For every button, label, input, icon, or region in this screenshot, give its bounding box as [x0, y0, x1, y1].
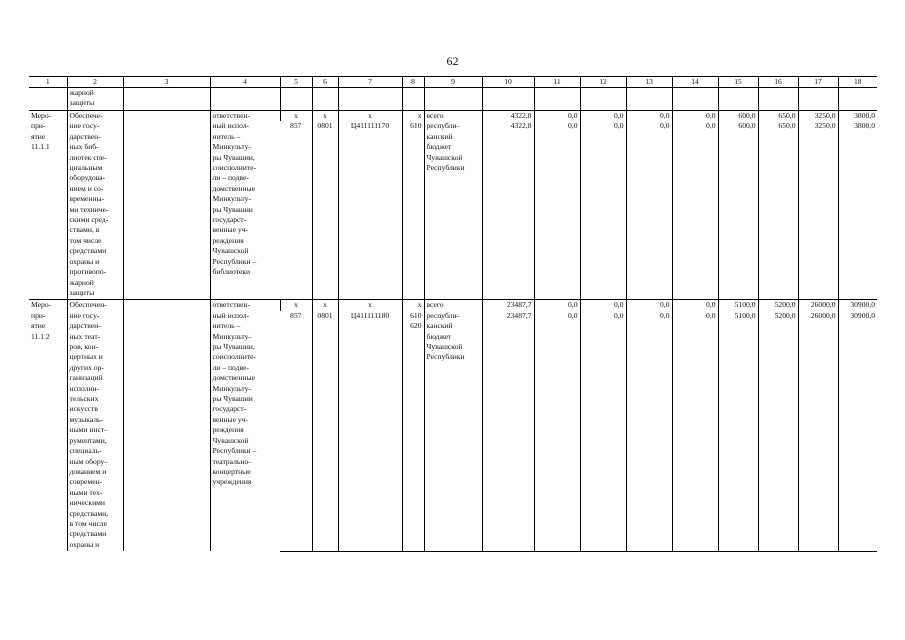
- value-cell: 0,0: [534, 111, 580, 122]
- header-cell: 18: [838, 77, 877, 88]
- value-cell: 5200,0: [758, 300, 798, 311]
- value-cell: 3800,0: [838, 111, 877, 122]
- header-cell: 5: [280, 77, 312, 88]
- measure-description: Обеспечен- ние госу- дарствен- ных теат- ров, кон- цертных и других ор- ганизаций исполни- тельских искусств музыкаль- ными инст- рументами, специаль- ным обору- дованием и современ- ными тех- ническими средствами, в том числе средствами охраны и: [67, 300, 123, 551]
- value-cell: 3800,0: [838, 121, 877, 300]
- value-cell: 0,0: [626, 111, 672, 122]
- value-cell: 5100,0: [718, 300, 758, 311]
- section-code: 0801: [312, 121, 338, 300]
- header-cell: 10: [482, 77, 534, 88]
- target-code: x: [338, 111, 402, 122]
- header-cell: 13: [626, 77, 672, 88]
- value-cell: 0,0: [626, 121, 672, 300]
- expense-type: 610: [402, 121, 424, 300]
- expense-type: x: [402, 111, 424, 122]
- value-cell: 650,0: [758, 111, 798, 122]
- value-cell: 600,0: [718, 111, 758, 122]
- responsible-executor: ответствен- ный испол- нитель – Минкульту- ры Чувашии, соисполните- ли – подве- домственные Минкульту- ры Чувашии государст- венные уч- реждения Чувашской Республики – театрально- концертные учреждения: [210, 300, 280, 551]
- value-cell: 26000,0: [798, 300, 838, 311]
- carry-over-text: жарной защиты: [67, 88, 123, 111]
- grbs-code: 857: [290, 121, 302, 131]
- value-cell: 0,0: [672, 111, 718, 122]
- value-cell: 0,0: [534, 300, 580, 311]
- grbs-code: x: [280, 300, 312, 311]
- header-cell: 17: [798, 77, 838, 88]
- target-code: Ц411111170: [338, 121, 402, 300]
- header-cell: 7: [338, 77, 402, 88]
- value-cell: 0,0: [580, 121, 626, 300]
- value-cell: 600,0: [718, 121, 758, 300]
- grbs-code: x: [280, 111, 312, 122]
- carry-over-row: [29, 88, 877, 111]
- value-cell: 5200,0: [758, 311, 798, 552]
- value-cell: 23487,7: [482, 300, 534, 311]
- value-cell: 0,0: [534, 121, 580, 300]
- value-cell: 23487,7: [482, 311, 534, 552]
- section-code: x: [312, 300, 338, 311]
- header-cell: 9: [424, 77, 482, 88]
- section-code: 0801: [312, 311, 338, 552]
- value-cell: 0,0: [580, 111, 626, 122]
- value-cell: 0,0: [672, 121, 718, 300]
- expense-type: x: [402, 300, 424, 311]
- value-cell: 5100,0: [718, 311, 758, 552]
- header-cell: 2: [67, 77, 123, 88]
- value-cell: 26000,0: [798, 311, 838, 552]
- value-cell: 0,0: [580, 311, 626, 552]
- header-cell: 1: [29, 77, 67, 88]
- target-code: x: [338, 300, 402, 311]
- header-cell: 15: [718, 77, 758, 88]
- responsible-executor: ответствен- ный испол- нитель – Минкульту- ры Чувашии, соисполните- ли – подве- домственные Минкульту- ры Чувашии государст- венные уч- реждения Чувашской Республики – библиотеки: [210, 111, 280, 300]
- measure-id: Меро- при- ятие 11.1.1: [29, 111, 67, 300]
- header-cell: 14: [672, 77, 718, 88]
- section-code: x: [312, 111, 338, 122]
- value-cell: 3250,0: [798, 121, 838, 300]
- funding-source: всего: [424, 300, 482, 311]
- header-cell: 11: [534, 77, 580, 88]
- empty-cell: [123, 111, 210, 300]
- value-cell: 0,0: [672, 311, 718, 552]
- header-cell: 4: [210, 77, 280, 88]
- measure-id: Меро- при- ятие 11.1.2: [29, 300, 67, 551]
- funding-source: республи- канский бюджет Чувашской Республики: [424, 121, 482, 300]
- value-cell: 0,0: [534, 311, 580, 552]
- value-cell: 0,0: [580, 300, 626, 311]
- grbs-code: 857: [280, 311, 312, 552]
- header-cell: 16: [758, 77, 798, 88]
- funding-source: всего: [424, 111, 482, 122]
- value-cell: 4322,8: [482, 121, 534, 300]
- empty-cell: [123, 300, 210, 551]
- value-cell: 650,0: [758, 121, 798, 300]
- value-cell: 4322,8: [482, 111, 534, 122]
- value-cell: 0,0: [626, 300, 672, 311]
- header-cell: 8: [402, 77, 424, 88]
- value-cell: 30900,0: [838, 311, 877, 552]
- table-row: [29, 111, 877, 122]
- budget-table: [29, 76, 877, 552]
- header-cell: 12: [580, 77, 626, 88]
- header-cell: 3: [123, 77, 210, 88]
- value-cell: 0,0: [672, 300, 718, 311]
- page-number: 62: [446, 54, 459, 68]
- value-cell: 30900,0: [838, 300, 877, 311]
- value-cell: 0,0: [626, 311, 672, 552]
- funding-source: республи- канский бюджет Чувашской Республики: [424, 311, 482, 552]
- value-cell: 3250,0: [798, 111, 838, 122]
- table-row: [29, 300, 877, 311]
- expense-type: 610 620: [402, 311, 424, 552]
- column-number-row: [29, 77, 877, 88]
- measure-description: Обеспече- ние госу- дарствен- ных биб- лиотек спе- циальным оборудова- нием и со- временны- ми техниче- скими сред- ствами, в том числе средствами охраны и противопо- жарной защиты: [67, 111, 123, 300]
- target-code: Ц411111180: [338, 311, 402, 552]
- header-cell: 6: [312, 77, 338, 88]
